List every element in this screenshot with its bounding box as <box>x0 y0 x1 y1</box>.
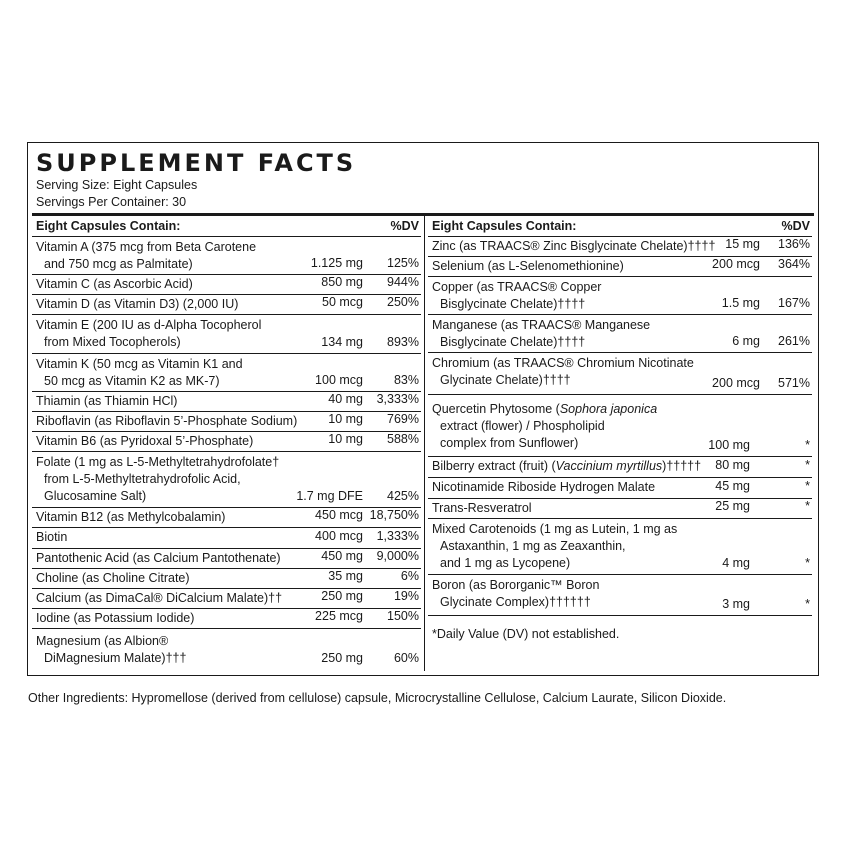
nutrient-amount: 450 mcg <box>315 508 363 522</box>
ingredient-row <box>428 395 812 457</box>
column-divider <box>424 213 425 671</box>
nutrient-amount: 6 mg <box>732 334 760 348</box>
ingredient-dv: * <box>805 458 810 472</box>
nutrient-dv: 425% <box>387 489 419 503</box>
nutrient-amount: 40 mg <box>328 392 363 406</box>
nutrient-dv: 893% <box>387 335 419 349</box>
nutrient-row <box>428 315 812 353</box>
nutrient-amount: 850 mg <box>321 275 363 289</box>
nutrient-name: Manganese (as TRAACS® Manganese Bisglycinate Chelate)†††† <box>432 318 651 349</box>
nutrient-name: Pantothenic Acid (as Calcium Pantothenate) <box>36 551 281 565</box>
nutrient-row <box>32 629 421 669</box>
ingredient-name: Trans-Resveratrol <box>432 501 532 515</box>
nutrient-name: Zinc (as TRAACS® Zinc Bisglycinate Chelate)†††† <box>432 239 716 253</box>
left-column <box>32 217 421 669</box>
nutrient-row <box>428 257 812 277</box>
nutrient-dv: 167% <box>778 296 810 310</box>
nutrient-dv: 571% <box>778 376 810 390</box>
nutrient-name: Vitamin B12 (as Methylcobalamin) <box>36 510 226 524</box>
nutrient-row <box>32 295 421 315</box>
nutrient-row <box>428 353 812 395</box>
ingredient-amount: 80 mg <box>715 458 750 472</box>
nutrient-row <box>32 589 421 609</box>
nutrient-name: Biotin <box>36 530 68 544</box>
right-column <box>428 217 812 643</box>
nutrient-amount: 50 mcg <box>322 295 363 309</box>
nutrient-dv: 588% <box>387 432 419 446</box>
nutrient-amount: 250 mg <box>321 651 363 665</box>
nutrient-name: Calcium (as DimaCal® DiCalcium Malate)†† <box>36 591 283 605</box>
nutrient-row <box>32 237 421 275</box>
nutrient-dv: 261% <box>778 334 810 348</box>
nutrient-dv: 125% <box>387 256 419 270</box>
ingredient-amount: 4 mg <box>722 556 750 570</box>
nutrient-dv: 136% <box>778 237 810 251</box>
ingredient-amount: 25 mg <box>715 499 750 513</box>
nutrient-name: Iodine (as Potassium Iodide) <box>36 611 195 625</box>
nutrient-dv: 150% <box>387 609 419 623</box>
nutrient-dv: 83% <box>393 373 419 387</box>
left-dv-header: %DV <box>390 219 419 233</box>
nutrient-name: Vitamin B6 (as Pyridoxal 5’-Phosphate) <box>36 434 254 448</box>
nutrient-dv: 364% <box>778 257 810 271</box>
nutrient-dv: 769% <box>387 412 419 426</box>
ingredient-dv: * <box>805 597 810 611</box>
nutrient-dv: 1,333% <box>376 529 419 543</box>
ingredient-name: Quercetin Phytosome (Sophora japonica extract (flower) / Phospholipid complex from Sunflower) <box>432 402 658 450</box>
ingredient-dv: * <box>805 499 810 513</box>
nutrient-row <box>32 412 421 432</box>
nutrient-amount: 200 mcg <box>712 257 760 271</box>
nutrient-row <box>32 549 421 569</box>
nutrient-name: Folate (1 mg as L-5-Methyltetrahydrofolate† from L-5-Methyltetrahydrofolic Acid, Glucosamine Salt) <box>36 455 280 503</box>
nutrient-row <box>32 452 421 508</box>
nutrient-name: Chromium (as TRAACS® Chromium Nicotinate Glycinate Chelate)†††† <box>432 356 694 387</box>
nutrient-dv: 9,000% <box>376 549 419 563</box>
ingredient-dv: * <box>805 438 810 452</box>
ingredient-row <box>428 457 812 478</box>
nutrient-row <box>32 392 421 412</box>
nutrient-name: Choline (as Choline Citrate) <box>36 571 190 585</box>
nutrient-name: Selenium (as L-Selenomethionine) <box>432 259 624 273</box>
ingredient-amount: 100 mg <box>708 438 750 452</box>
nutrient-dv: 60% <box>393 651 419 665</box>
nutrient-amount: 200 mcg <box>712 376 760 390</box>
nutrient-name: Vitamin E (200 IU as d-Alpha Tocopherol from Mixed Tocopherols) <box>36 318 262 349</box>
ingredient-name: Mixed Carotenoids (1 mg as Lutein, 1 mg as Astaxanthin, 1 mg as Zeaxanthin, and 1 mg as Lycopene) <box>432 522 678 570</box>
supplement-facts-panel <box>27 142 819 676</box>
nutrient-amount: 134 mg <box>321 335 363 349</box>
nutrient-amount: 225 mcg <box>315 609 363 623</box>
nutrient-amount: 35 mg <box>328 569 363 583</box>
serving-size: Serving Size: Eight Capsules <box>36 178 198 192</box>
nutrient-row <box>32 528 421 549</box>
nutrient-amount: 450 mg <box>321 549 363 563</box>
nutrient-amount: 10 mg <box>328 432 363 446</box>
nutrient-dv: 944% <box>387 275 419 289</box>
nutrient-row <box>32 354 421 392</box>
servings-per-container: Servings Per Container: 30 <box>36 195 187 209</box>
ingredient-name: Boron (as Bororganic™ Boron Glycinate Complex)†††††† <box>432 578 600 609</box>
nutrient-dv: 3,333% <box>376 392 419 406</box>
header-rule <box>32 213 814 216</box>
left-column-header <box>32 217 421 237</box>
nutrient-name: Vitamin A (375 mcg from Beta Carotene and 750 mcg as Palmitate) <box>36 240 257 271</box>
nutrient-row <box>32 315 421 354</box>
nutrient-row <box>428 277 812 315</box>
nutrient-name: Thiamin (as Thiamin HCl) <box>36 394 178 408</box>
right-dv-header: %DV <box>781 219 810 233</box>
nutrient-name: Riboflavin (as Riboflavin 5’-Phosphate Sodium) <box>36 414 298 428</box>
ingredient-dv: * <box>805 556 810 570</box>
right-header-label: Eight Capsules Contain: <box>432 219 577 233</box>
left-header-label: Eight Capsules Contain: <box>36 219 181 233</box>
nutrient-amount: 1.5 mg <box>721 296 760 310</box>
nutrient-dv: 19% <box>393 589 419 603</box>
nutrient-row <box>32 432 421 452</box>
nutrient-row <box>32 569 421 589</box>
nutrient-row <box>32 609 421 629</box>
right-column-header <box>428 217 812 237</box>
nutrient-row <box>428 237 812 257</box>
nutrient-name: Magnesium (as Albion® DiMagnesium Malate)††† <box>36 634 187 665</box>
nutrient-row <box>32 275 421 295</box>
nutrient-amount: 1.125 mg <box>310 256 363 270</box>
ingredient-dv: * <box>805 479 810 493</box>
nutrient-name: Vitamin C (as Ascorbic Acid) <box>36 277 193 291</box>
nutrient-amount: 250 mg <box>321 589 363 603</box>
nutrient-amount: 400 mcg <box>315 529 363 543</box>
ingredient-row <box>428 478 812 499</box>
ingredient-row <box>428 519 812 575</box>
nutrient-amount: 10 mg <box>328 412 363 426</box>
ingredient-amount: 45 mg <box>715 479 750 493</box>
ingredient-amount: 3 mg <box>722 597 750 611</box>
nutrient-dv: 18,750% <box>369 508 419 522</box>
nutrient-dv: 250% <box>387 295 419 309</box>
nutrient-name: Vitamin K (50 mcg as Vitamin K1 and 50 mcg as Vitamin K2 as MK-7) <box>36 357 243 388</box>
ingredient-row <box>428 575 812 616</box>
nutrient-row <box>32 508 421 528</box>
ingredient-row <box>428 499 812 519</box>
nutrient-amount: 1.7 mg DFE <box>296 489 363 503</box>
panel-title: SUPPLEMENT FACTS <box>36 149 357 177</box>
nutrient-name: Copper (as TRAACS® Copper Bisglycinate Chelate)†††† <box>432 280 602 311</box>
other-ingredients: Other Ingredients: Hypromellose (derived from cellulose) capsule, Microcrystalline Cellulose, Calcium Laurate, Silicon Dioxide. <box>28 691 727 705</box>
nutrient-amount: 15 mg <box>725 237 760 251</box>
nutrient-dv: 6% <box>400 569 419 583</box>
nutrient-name: Vitamin D (as Vitamin D3) (2,000 IU) <box>36 297 239 311</box>
dv-footnote: *Daily Value (DV) not established. <box>432 627 620 641</box>
ingredient-name: Nicotinamide Riboside Hydrogen Malate <box>432 480 656 494</box>
ingredient-name: Bilberry extract (fruit) (Vaccinium myrtillus)††††† <box>432 459 702 473</box>
nutrient-amount: 100 mcg <box>315 373 363 387</box>
